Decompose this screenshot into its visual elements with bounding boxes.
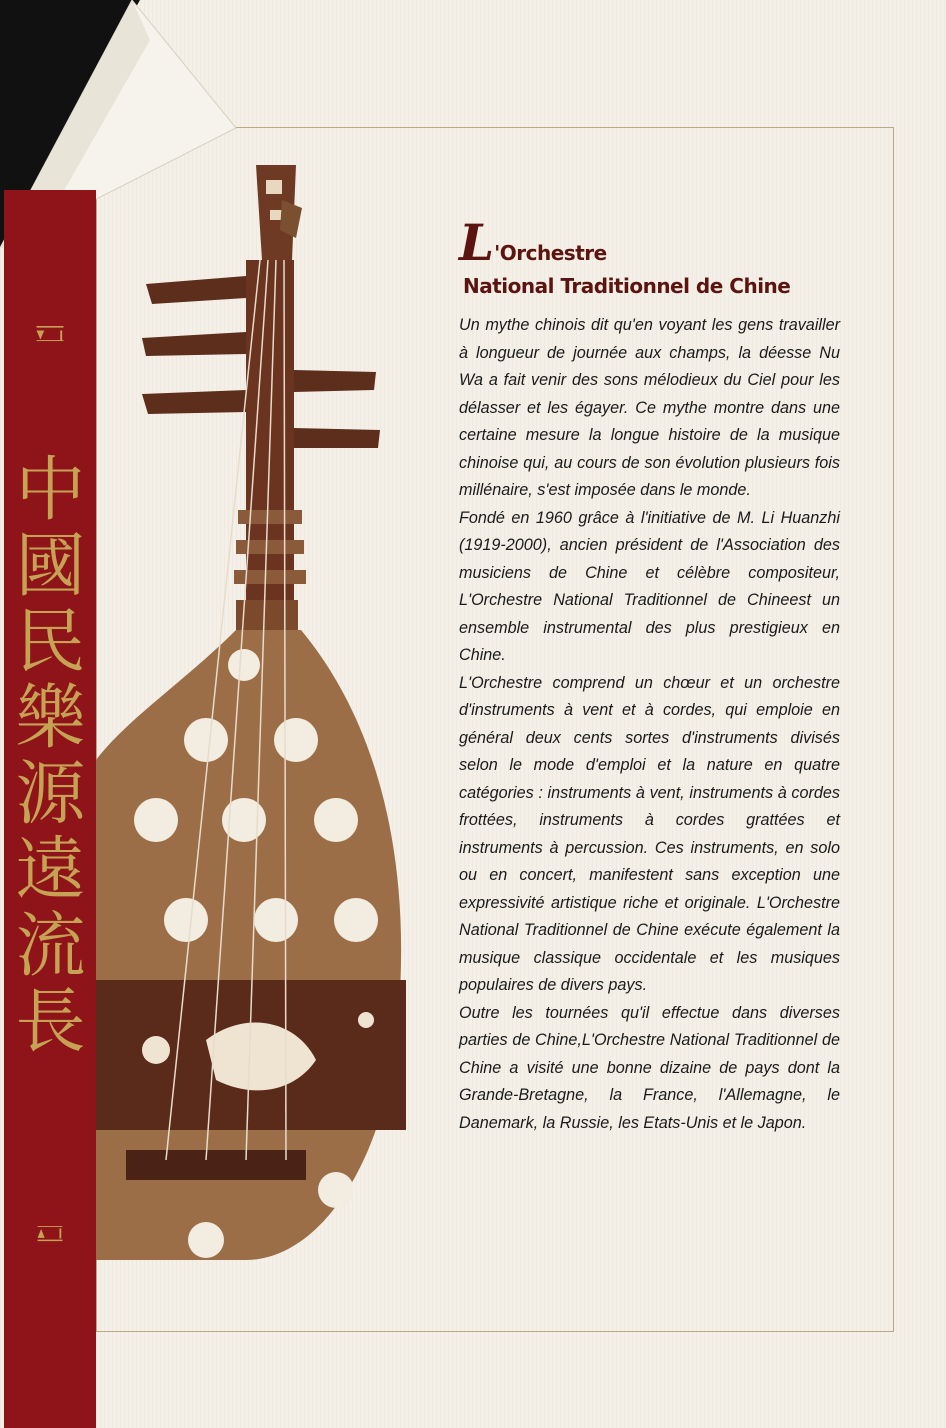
paragraph-2: Fondé en 1960 grâce à l'initiative de M. Li Huanzhi (1919-2000), ancien président de l'Association des musiciens de Chine et célèbre compositeur, L'Orchestre National Traditionnel de Chineest un ensemble instrumental des plus prestigieux en Chine. bbox=[459, 508, 840, 664]
article-title bbox=[459, 213, 840, 272]
article-body bbox=[459, 312, 840, 1137]
article bbox=[459, 213, 840, 1137]
paragraph-3: L'Orchestre comprend un chœur et un orchestre d'instruments à vent et à cordes, qui emploie en général deux cents sortes d'instruments divisés selon le mode d'emploi et la nature en quatre catégories : instruments à vent, instruments à cordes frottées, instruments à cordes grattées et instruments à percussion. Ces instruments, en solo ou en concert, manifestent sans exception une expressivité artistique riche et originale. L'Orchestre National Traditionnel de Chine exécute également la musique classique occidentale et les musiques populaires de divers pays. bbox=[459, 673, 840, 994]
article-subtitle: National Traditionnel de Chine bbox=[463, 274, 791, 298]
pipa-illustration-icon bbox=[96, 160, 426, 1270]
spine-top-ornament bbox=[8, 326, 92, 342]
title-rest: 'Orchestre bbox=[494, 241, 607, 265]
paragraph-4: Outre les tournées qu'il effectue dans diverses parties de Chine,L'Orchestre National Traditionnel de Chine a visité une bonne dizaine de pays dont la Grande-Bretagne, la France, l'Allemagne, le Danemark, la Russie, les Etats-Unis et le Japon. bbox=[459, 1003, 840, 1132]
spine-bottom-ornament bbox=[8, 1226, 92, 1242]
spine-chinese-title: 中國民樂源遠流長 bbox=[4, 452, 86, 1060]
paragraph-1: Un mythe chinois dit qu'en voyant les gens travailler à longueur de journée aux champs, la déesse Nu Wa a fait venir des sons mélodieux du Ciel pour les délasser et les égayer. Ce mythe montre dans une certaine mesure la longue histoire de la musique chinoise qui, au cours de son évolution plusieurs fois millénaire, s'est imposée dans le monde. bbox=[459, 316, 840, 499]
title-initial: L bbox=[459, 213, 495, 272]
